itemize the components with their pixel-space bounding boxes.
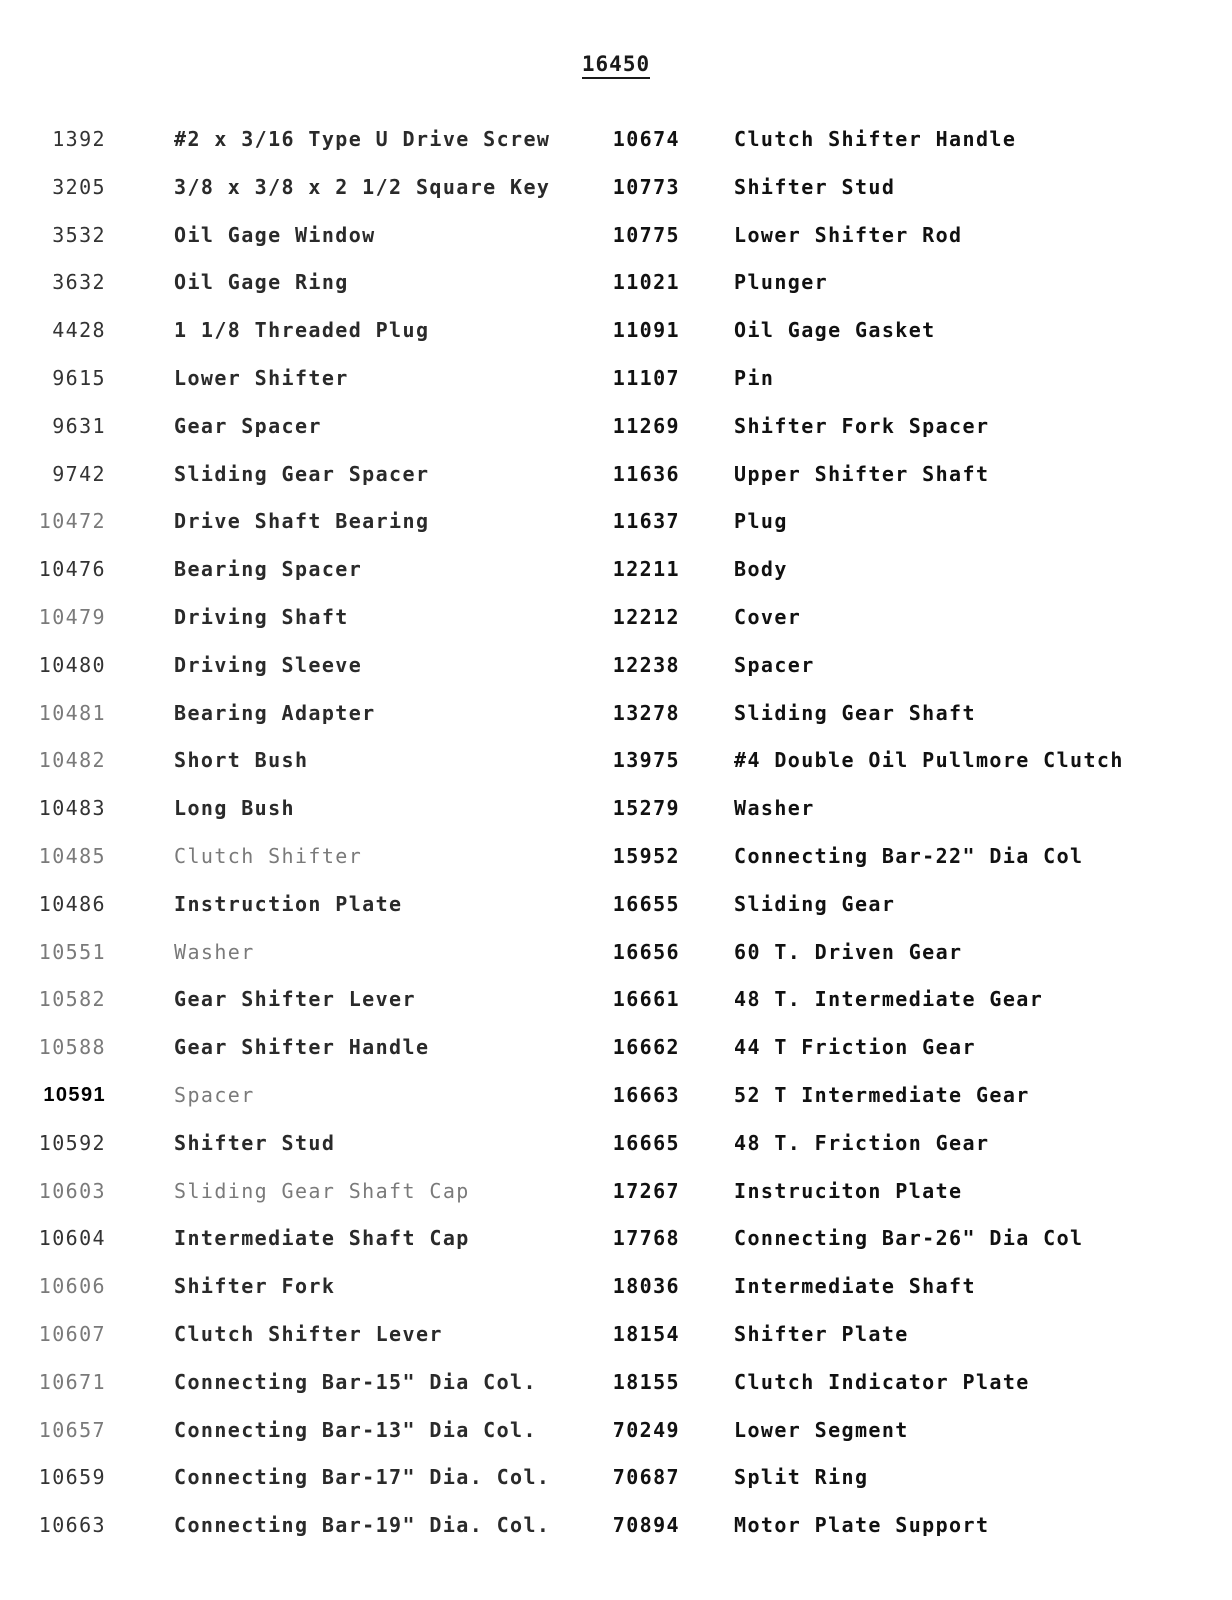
part-row [0, 164, 1232, 212]
part-row [0, 1024, 1232, 1072]
part-row [0, 1454, 1232, 1502]
left-part-description: 3/8 x 3/8 x 2 1/2 Square Key [174, 174, 551, 199]
right-part-number: 16656 [612, 939, 680, 964]
left-part-description: Washer [174, 939, 255, 964]
right-part-number: 10775 [612, 222, 680, 247]
left-part-description: Gear Shifter Handle [174, 1035, 430, 1060]
left-part-number: 10591 [43, 1083, 106, 1106]
part-row [0, 929, 1232, 977]
left-part-number: 10671 [38, 1369, 106, 1394]
left-part-number: 9742 [52, 461, 106, 486]
right-part-number: 11107 [612, 365, 680, 390]
part-row [0, 1263, 1232, 1311]
left-part-number: 10551 [38, 939, 106, 964]
left-part-number: 9631 [52, 413, 106, 438]
right-part-description: Body [734, 557, 788, 582]
right-part-description: Plug [734, 509, 788, 534]
left-part-description: Connecting Bar-13" Dia Col. [174, 1417, 537, 1442]
right-part-number: 12211 [612, 557, 680, 582]
part-row [0, 1311, 1232, 1359]
left-part-number: 10663 [38, 1513, 106, 1538]
right-part-description: Motor Plate Support [734, 1513, 990, 1538]
right-part-number: 15952 [612, 843, 680, 868]
right-part-description: Oil Gage Gasket [734, 318, 936, 343]
left-part-number: 10476 [38, 557, 106, 582]
left-part-description: Shifter Stud [174, 1130, 336, 1155]
part-row [0, 594, 1232, 642]
part-row [0, 642, 1232, 690]
right-part-number: 10674 [612, 127, 680, 151]
right-part-description: 48 T. Intermediate Gear [734, 987, 1044, 1012]
part-row [0, 1072, 1232, 1120]
left-part-description: Spacer [174, 1082, 255, 1107]
page-title-text: 16450 [582, 53, 650, 79]
left-part-description: Lower Shifter [174, 365, 349, 390]
right-part-number: 10773 [612, 174, 680, 199]
right-part-number: 18155 [612, 1369, 680, 1394]
left-part-number: 10588 [38, 1035, 106, 1060]
right-part-number: 18036 [612, 1274, 680, 1299]
left-part-description: Clutch Shifter [174, 843, 363, 868]
part-row [0, 976, 1232, 1024]
right-part-number: 16663 [612, 1082, 680, 1107]
left-part-description: #2 x 3/16 Type U Drive Screw [174, 127, 551, 151]
right-part-number: 16655 [612, 891, 680, 916]
right-part-number: 11021 [612, 270, 680, 295]
part-row [0, 403, 1232, 451]
left-part-number: 10479 [38, 604, 106, 629]
left-part-description: Gear Shifter Lever [174, 987, 416, 1012]
part-row [0, 212, 1232, 260]
left-part-number: 10481 [38, 700, 106, 725]
right-part-description: Upper Shifter Shaft [734, 461, 990, 486]
left-part-description: Intermediate Shaft Cap [174, 1226, 470, 1251]
left-part-description: Instruction Plate [174, 891, 403, 916]
left-part-description: Long Bush [174, 796, 295, 821]
right-part-description: 44 T Friction Gear [734, 1035, 976, 1060]
part-row [0, 690, 1232, 738]
left-part-description: 1 1/8 Threaded Plug [174, 318, 430, 343]
right-part-description: Instruciton Plate [734, 1178, 963, 1203]
part-row [0, 546, 1232, 594]
right-part-description: Clutch Shifter Handle [734, 127, 1017, 151]
right-part-number: 11269 [612, 413, 680, 438]
left-part-number: 10482 [38, 748, 106, 773]
right-part-description: Plunger [734, 270, 829, 295]
right-part-number: 13975 [612, 748, 680, 773]
left-part-number: 10606 [38, 1274, 106, 1299]
right-part-number: 70894 [612, 1513, 680, 1538]
right-part-description: Connecting Bar-26" Dia Col [734, 1226, 1084, 1251]
left-part-description: Driving Sleeve [174, 652, 363, 677]
part-row [0, 259, 1232, 307]
part-row [0, 881, 1232, 929]
part-row [0, 116, 1232, 164]
left-part-description: Sliding Gear Shaft Cap [174, 1178, 470, 1203]
part-row [0, 833, 1232, 881]
left-part-number: 10607 [38, 1321, 106, 1346]
left-part-number: 10485 [38, 843, 106, 868]
right-part-number: 11636 [612, 461, 680, 486]
right-part-description: 52 T Intermediate Gear [734, 1082, 1030, 1107]
right-part-number: 70249 [612, 1417, 680, 1442]
part-row [0, 1502, 1232, 1550]
parts-list [0, 116, 1232, 1550]
left-part-number: 10592 [38, 1130, 106, 1155]
left-part-description: Gear Spacer [174, 413, 322, 438]
left-part-number: 10604 [38, 1226, 106, 1251]
right-part-number: 17768 [612, 1226, 680, 1251]
right-part-description: Spacer [734, 652, 815, 677]
right-part-description: Connecting Bar-22" Dia Col [734, 843, 1084, 868]
right-part-description: Shifter Fork Spacer [734, 413, 990, 438]
left-part-description: Shifter Fork [174, 1274, 336, 1299]
part-row [0, 1359, 1232, 1407]
part-row [0, 1168, 1232, 1216]
left-part-number: 10659 [38, 1465, 106, 1490]
left-part-number: 10480 [38, 652, 106, 677]
part-row [0, 737, 1232, 785]
right-part-number: 15279 [612, 796, 680, 821]
part-row [0, 1215, 1232, 1263]
right-part-description: Split Ring [734, 1465, 869, 1490]
left-part-number: 3205 [52, 174, 106, 199]
right-part-number: 16662 [612, 1035, 680, 1060]
right-part-number: 70687 [612, 1465, 680, 1490]
left-part-number: 3532 [52, 222, 106, 247]
right-part-description: Lower Segment [734, 1417, 909, 1442]
right-part-description: 48 T. Friction Gear [734, 1130, 990, 1155]
left-part-number: 10472 [38, 509, 106, 534]
left-part-description: Short Bush [174, 748, 309, 773]
left-part-description: Drive Shaft Bearing [174, 509, 430, 534]
right-part-description: Sliding Gear [734, 891, 896, 916]
part-row [0, 451, 1232, 499]
part-row [0, 355, 1232, 403]
left-part-description: Sliding Gear Spacer [174, 461, 430, 486]
left-part-number: 9615 [52, 365, 106, 390]
left-part-description: Connecting Bar-15" Dia Col. [174, 1369, 537, 1394]
right-part-description: 60 T. Driven Gear [734, 939, 963, 964]
part-row [0, 498, 1232, 546]
left-part-description: Driving Shaft [174, 604, 349, 629]
right-part-number: 11637 [612, 509, 680, 534]
left-part-number: 10582 [38, 987, 106, 1012]
left-part-description: Oil Gage Ring [174, 270, 349, 295]
part-row [0, 785, 1232, 833]
left-part-number: 10486 [38, 891, 106, 916]
right-part-number: 13278 [612, 700, 680, 725]
left-part-number: 1392 [52, 127, 106, 151]
part-row [0, 1120, 1232, 1168]
left-part-description: Bearing Spacer [174, 557, 363, 582]
right-part-number: 12212 [612, 604, 680, 629]
left-part-number: 10657 [38, 1417, 106, 1442]
right-part-description: Shifter Stud [734, 174, 896, 199]
right-part-number: 17267 [612, 1178, 680, 1203]
left-part-number: 4428 [52, 318, 106, 343]
right-part-description: Shifter Plate [734, 1321, 909, 1346]
left-part-number: 3632 [52, 270, 106, 295]
right-part-description: #4 Double Oil Pullmore Clutch [734, 748, 1124, 773]
right-part-number: 12238 [612, 652, 680, 677]
page-title [0, 52, 1232, 79]
right-part-description: Clutch Indicator Plate [734, 1369, 1030, 1394]
left-part-number: 10483 [38, 796, 106, 821]
left-part-description: Bearing Adapter [174, 700, 376, 725]
part-row [0, 307, 1232, 355]
right-part-number: 16661 [612, 987, 680, 1012]
left-part-number: 10603 [38, 1178, 106, 1203]
left-part-description: Connecting Bar-17" Dia. Col. [174, 1465, 551, 1490]
right-part-number: 16665 [612, 1130, 680, 1155]
right-part-description: Intermediate Shaft [734, 1274, 976, 1299]
left-part-description: Connecting Bar-19" Dia. Col. [174, 1513, 551, 1538]
right-part-description: Pin [734, 365, 775, 390]
right-part-description: Sliding Gear Shaft [734, 700, 976, 725]
right-part-description: Lower Shifter Rod [734, 222, 963, 247]
part-row [0, 1407, 1232, 1455]
right-part-number: 18154 [612, 1321, 680, 1346]
right-part-number: 11091 [612, 318, 680, 343]
right-part-description: Washer [734, 796, 815, 821]
right-part-description: Cover [734, 604, 802, 629]
left-part-description: Oil Gage Window [174, 222, 376, 247]
left-part-description: Clutch Shifter Lever [174, 1321, 443, 1346]
